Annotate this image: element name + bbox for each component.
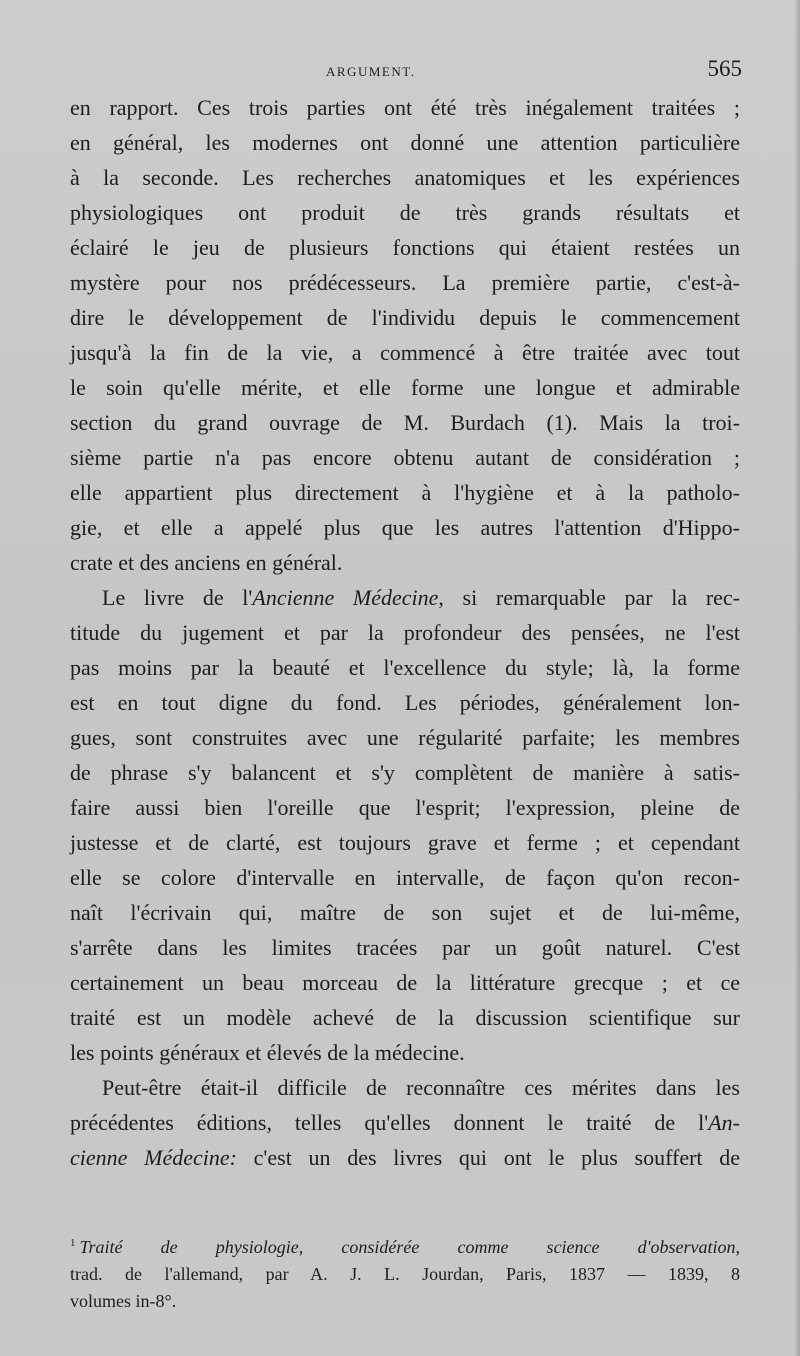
text-line: gues, sont construites avec une régularité parfaite; les membres — [70, 725, 740, 750]
running-title: ARGUMENT. — [326, 64, 416, 79]
italic-title: Ancienne Médecine — [252, 585, 439, 610]
text-line: les points généraux et élevés de la médecine. — [70, 1040, 465, 1065]
text-line: le soin qu'elle mérite, et elle forme une longue et admirable — [70, 375, 740, 400]
text-line: certainement un beau morceau de la littérature grecque ; et ce — [70, 970, 740, 995]
text-line: est en tout digne du fond. Les périodes, généralement lon- — [70, 690, 740, 715]
text-line: crate et des anciens en général. — [70, 550, 343, 575]
text-line: de phrase s'y balancent et s'y complètent de manière à satis- — [70, 760, 740, 785]
footnote-line: trad. de l'allemand, par A. J. L. Jourdan, Paris, 1837 — 1839, 8 — [70, 1264, 740, 1284]
text-segment: c'est un des livres qui ont le plus souffert de — [236, 1145, 740, 1170]
text-line: à la seconde. Les recherches anatomiques et les expériences — [70, 165, 740, 190]
page-number: 565 — [707, 56, 742, 81]
text-line: s'arrête dans les limites tracées par un goût naturel. C'est — [70, 935, 740, 960]
text-line: sième partie n'a pas encore obtenu autant de considération ; — [70, 445, 740, 470]
text-line: physiologiques ont produit de très grands résultats et — [70, 200, 740, 225]
text-line: section du grand ouvrage de M. Burdach (1). Mais la troi- — [70, 410, 740, 435]
body-text — [70, 90, 740, 1175]
text-line: justesse et de clarté, est toujours grave et ferme ; et cependant — [70, 830, 740, 855]
footnote — [70, 1230, 740, 1315]
text-line: elle se colore d'intervalle en intervalle, de façon qu'on recon- — [70, 865, 740, 890]
text-segment: précédentes éditions, telles qu'elles donnent le traité de l' — [70, 1110, 709, 1135]
text-line: en rapport. Ces trois parties ont été très inégalement traitées ; — [70, 95, 740, 120]
text-line: mystère pour nos prédécesseurs. La première partie, c'est-à- — [70, 270, 740, 295]
paragraph-1 — [70, 90, 740, 580]
text-line — [70, 1140, 740, 1175]
text-line: jusqu'à la fin de la vie, a commencé à être traitée avec tout — [70, 340, 740, 365]
text-line — [70, 1105, 740, 1140]
text-line: naît l'écrivain qui, maître de son sujet et de lui-même, — [70, 900, 740, 925]
text-line — [70, 580, 740, 615]
text-line: traité est un modèle achevé de la discussion scientifique sur — [70, 1005, 740, 1030]
text-line: titude du jugement et par la profondeur des pensées, ne l'est — [70, 620, 740, 645]
text-line: éclairé le jeu de plusieurs fonctions qui étaient restées un — [70, 235, 740, 260]
text-line: dire le développement de l'individu depuis le commencement — [70, 305, 740, 330]
text-line: pas moins par la beauté et l'excellence du style; là, la forme — [70, 655, 740, 680]
paragraph-2 — [70, 580, 740, 1070]
italic-title: cienne Médecine: — [70, 1145, 237, 1170]
footnote-line: volumes in-8°. — [70, 1291, 177, 1311]
text-line: Peut-être était-il difficile de reconnaître ces mérites dans les — [102, 1075, 740, 1100]
paragraph-3 — [70, 1070, 740, 1175]
running-head — [70, 56, 740, 90]
text-segment: Le livre de l' — [102, 585, 253, 610]
footnote-line — [70, 1230, 740, 1261]
text-segment: , si remarquable par la rec- — [438, 585, 741, 610]
footnote-title: Traité de physiologie, considérée comme science d'observation, — [79, 1237, 740, 1257]
text-line: faire aussi bien l'oreille que l'esprit; l'expression, pleine de — [70, 795, 740, 820]
italic-title: An- — [708, 1110, 740, 1135]
footnote-marker: 1 — [70, 1237, 76, 1249]
text-line: elle appartient plus directement à l'hygiène et à la patholo- — [70, 480, 740, 505]
text-line: gie, et elle a appelé plus que les autres l'attention d'Hippo- — [70, 515, 740, 540]
text-line: en général, les modernes ont donné une attention particulière — [70, 130, 740, 155]
